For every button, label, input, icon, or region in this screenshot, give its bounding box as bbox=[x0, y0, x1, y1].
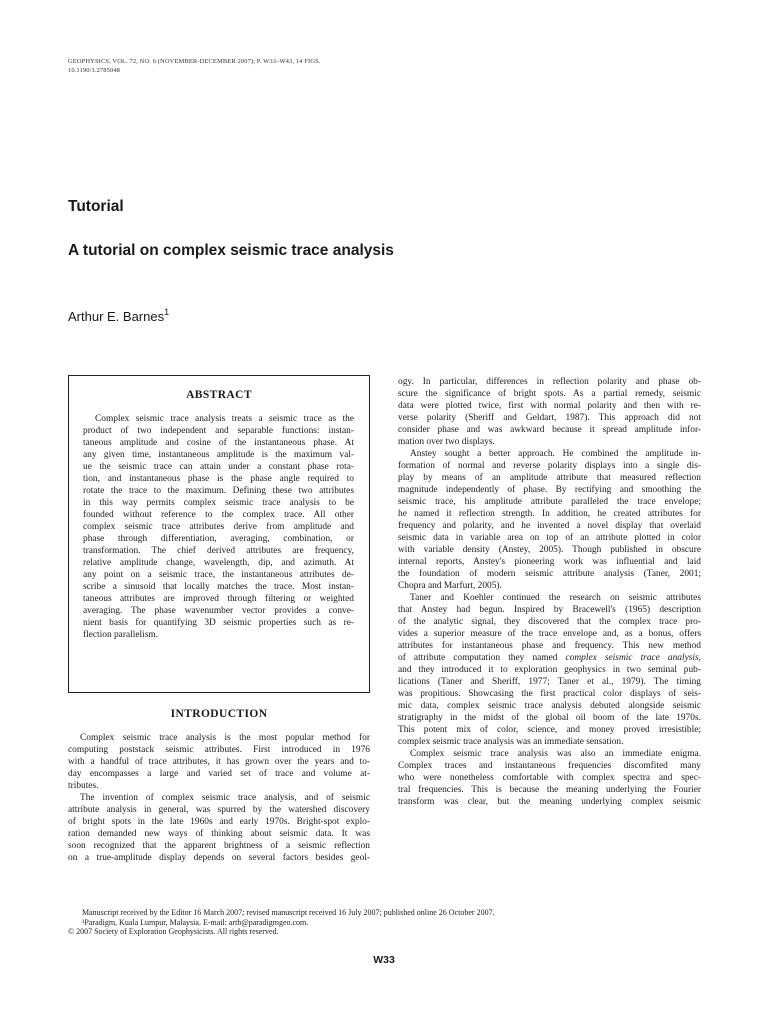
body-line: with variable density (Anstey, 2005). Though published in obscure bbox=[398, 545, 701, 555]
introduction-line: attribute analysis in general, was spurred by the watershed discovery bbox=[68, 805, 370, 815]
body-line: transform was clear, but the meaning underlying complex seismic bbox=[398, 797, 701, 807]
introduction-line: on a true-amplitude display depends on several factors besides geol- bbox=[68, 853, 370, 863]
body-line: vides a superior measure of the trace envelope and, as a bonus, offers bbox=[398, 629, 701, 639]
page-number: W33 bbox=[373, 954, 395, 966]
abstract-line: nient basis for quantifying 3D seismic properties such as re- bbox=[83, 618, 354, 628]
body-line: that Anstey had begun. Inspired by Bracewell's (1965) description bbox=[398, 605, 701, 615]
body-line: and they introduced it to exploration geophysics in two seminal pub- bbox=[398, 665, 701, 675]
abstract-line: in this way permits complex seismic trace analysis to be bbox=[83, 498, 354, 508]
body-line: play by means of an amplitude attribute that measured reflection bbox=[398, 473, 701, 483]
section-label: Tutorial bbox=[68, 198, 124, 215]
abstract-line: rotate the trace to the maximum. Defining these two attributes bbox=[83, 486, 354, 496]
author bbox=[68, 309, 169, 324]
abstract-line: scribe a sinusoid that locally matches the trace. Most instan- bbox=[83, 582, 354, 592]
abstract-line: any point on a seismic trace, the instantaneous attributes de- bbox=[83, 570, 354, 580]
body-line: tral frequencies. This is because the meaning underlying the Fourier bbox=[398, 785, 701, 795]
introduction-line: The invention of complex seismic trace analysis, and of seismic bbox=[80, 793, 370, 803]
abstract-line: phase through differentiation, averaging, combination, or bbox=[83, 534, 354, 544]
body-line: Anstey sought a better approach. He combined the amplitude in- bbox=[410, 449, 701, 459]
body-line: consider phase and was awkward because it spread amplitude infor- bbox=[398, 425, 701, 435]
footnote bbox=[68, 908, 708, 937]
paper-title: A tutorial on complex seismic trace analysis bbox=[68, 242, 394, 259]
introduction-line: of bright spots in the late 1960s and early 1970s. Bright-spot explo- bbox=[68, 817, 370, 827]
author-affiliation-mark: 1 bbox=[164, 307, 170, 317]
abstract-line: ue the seismic trace can attain under a constant phase rota- bbox=[83, 462, 354, 472]
abstract-line: transformation. The chief derived attributes are frequency, bbox=[83, 546, 354, 556]
body-line: magnitude independently of phase. By rectifying and smoothing the bbox=[398, 485, 701, 495]
author-name: Arthur E. Barnes bbox=[68, 309, 165, 324]
body-line: Complex traces and instantaneous frequencies discomfited many bbox=[398, 761, 701, 771]
body-line: scure the significance of bright spots. As a partial remedy, seismic bbox=[398, 389, 701, 399]
right-column-text bbox=[398, 376, 701, 808]
abstract-line: product of two independent and separable functions: instan- bbox=[83, 426, 354, 436]
body-line: he named it reflection strength. In addition, he created attributes for bbox=[398, 509, 701, 519]
body-line: attributes for instantaneous phase and frequency. This new method bbox=[398, 641, 701, 651]
body-line: was propitious. Showcasing the first practical color displays of seis- bbox=[398, 689, 701, 699]
manuscript-dates: Manuscript received by the Editor 16 March 2007; revised manuscript received 16 July 2007; published online 26 October 2007. bbox=[82, 908, 495, 917]
introduction-line: tributes. bbox=[68, 781, 99, 791]
body-line: stratigraphy in the midst of the global oil boom of the late 1970s. bbox=[398, 713, 701, 723]
introduction-line: with a handful of trace attributes, it has grown over the years and to- bbox=[68, 757, 370, 767]
body-line: frequency and polarity, and he invented a novel display that overlaid bbox=[398, 521, 701, 531]
introduction-line: Complex seismic trace analysis is the most popular method for bbox=[80, 733, 370, 743]
body-line: verse polarity (Sheriff and Geldart, 1987). This approach did not bbox=[398, 413, 701, 423]
introduction-text bbox=[68, 732, 370, 864]
body-line: the foundation of modern seismic attribute analysis (Taner, 2001; bbox=[398, 569, 701, 579]
introduction-line: day encompasses a large and varied set of trace and volume at- bbox=[68, 769, 370, 779]
copyright: © 2007 Society of Exploration Geophysicists. All rights reserved. bbox=[68, 927, 279, 936]
abstract-line: averaging. The phase wavenumber vector provides a conve- bbox=[83, 606, 354, 616]
abstract-line: complex seismic trace attributes derive from amplitude and bbox=[83, 522, 354, 532]
abstract-line: Complex seismic trace analysis treats a seismic trace as the bbox=[95, 414, 354, 424]
body-line: ogy. In particular, differences in reflection polarity and phase ob- bbox=[398, 377, 701, 387]
abstract-line: taneous amplitude and cosine of the instantaneous phase. At bbox=[83, 438, 354, 448]
abstract-line: tion, and instantaneous phase is the phase angle required to bbox=[83, 474, 354, 484]
author-affiliation: ¹Paradigm, Kuala Lumpur, Malaysia. E-mail: artb@paradigmgeo.com. bbox=[82, 917, 309, 927]
body-line: of attribute computation they named complex seismic trace analysis, bbox=[398, 653, 702, 663]
body-line: data were plotted twice, first with normal polarity and then with re- bbox=[398, 401, 701, 411]
body-line: Taner and Koehler continued the research on seismic attributes bbox=[410, 593, 701, 603]
body-line: This potent mix of color, science, and money proved irresistible; bbox=[398, 725, 701, 735]
doi: 10.1190/1.2785048 bbox=[68, 67, 121, 74]
abstract-text bbox=[83, 413, 354, 641]
body-line: Complex seismic trace analysis was also an immediate enigma. bbox=[410, 749, 701, 759]
introduction-line: soon recognized that the apparent brightness of a seismic reflection bbox=[68, 841, 370, 851]
body-line: internal reports, Anstey's pioneering work was influential and laid bbox=[398, 557, 701, 567]
body-line: complex seismic trace analysis was an immediate sensation. bbox=[398, 737, 624, 747]
body-line: lications (Taner and Sheriff, 1977; Taner et al., 1979). The timing bbox=[398, 677, 701, 687]
abstract-line: taneous attributes are improved through filtering or weighted bbox=[83, 594, 354, 604]
body-line: mation over two displays. bbox=[398, 437, 495, 447]
introduction-heading: INTRODUCTION bbox=[170, 708, 268, 720]
body-line: seismic data in variable area on top of an attribute plotted in color bbox=[398, 533, 701, 543]
body-line: who were nonetheless comfortable with complex spectra and spec- bbox=[398, 773, 701, 783]
abstract-line: flection parallelism. bbox=[83, 630, 158, 640]
abstract-line: founded without reference to the complex trace. All other bbox=[83, 510, 354, 520]
italic-term: complex seismic trace analysis, bbox=[565, 653, 702, 663]
introduction-line: ration demanded new ways of thinking about seismic data. It was bbox=[68, 829, 370, 839]
body-line: of the analytic signal, they discovered that the complex trace pro- bbox=[398, 617, 701, 627]
abstract-line: any given time, instantaneous amplitude is the maximum val- bbox=[83, 450, 354, 460]
body-line: Chopra and Marfurt, 2005). bbox=[398, 581, 502, 591]
body-line: formation of normal and reverse polarity displays into a single dis- bbox=[398, 461, 701, 471]
journal-citation: GEOPHYSICS, VOL. 72, NO. 6 (NOVEMBER-DECEMBER 2007); P. W33–W43, 14 FIGS. bbox=[68, 58, 321, 65]
body-line: mic data, complex seismic trace analysis debuted alongside seismic bbox=[398, 701, 701, 711]
abstract-heading: ABSTRACT bbox=[186, 389, 252, 401]
body-line: seismic trace, his amplitude attribute paralleled the trace envelope; bbox=[398, 497, 701, 507]
abstract-line: relative amplitude change, wavelength, dip, and azimuth. At bbox=[83, 558, 354, 568]
introduction-line: computing poststack seismic attributes. First introduced in 1976 bbox=[68, 745, 370, 755]
